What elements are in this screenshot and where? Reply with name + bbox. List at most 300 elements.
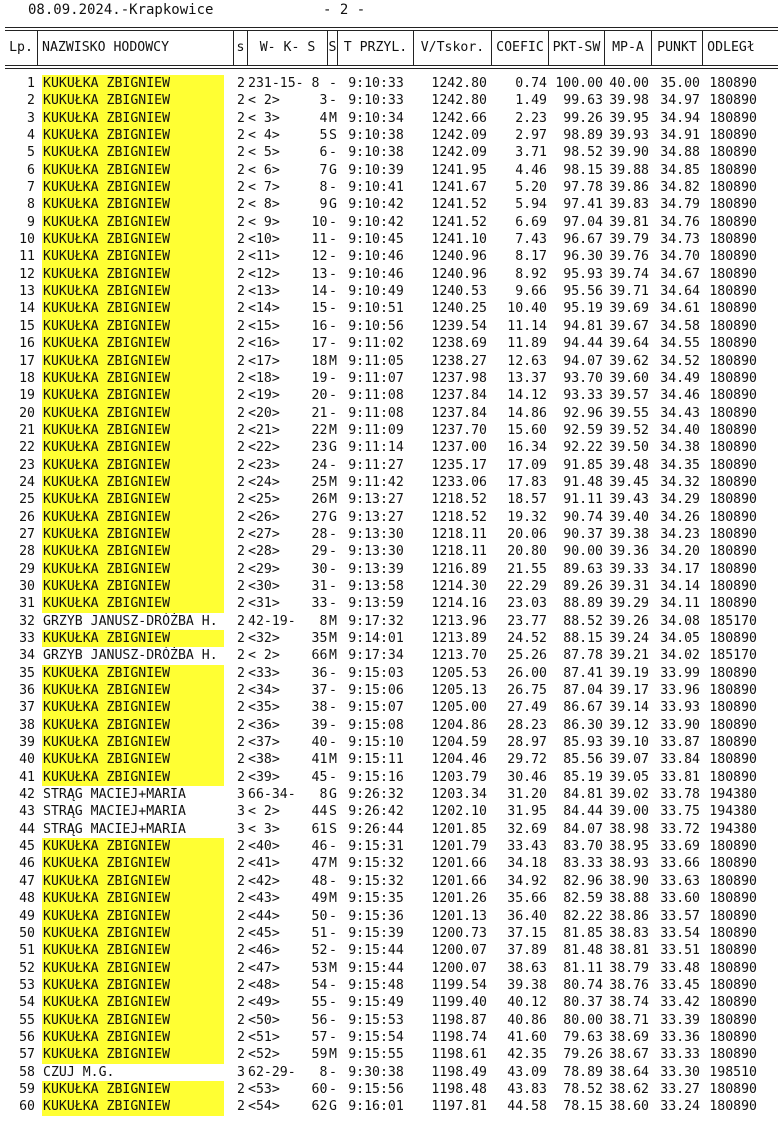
cell-arrival-time: 9:13:58 [348, 578, 404, 594]
table-row [5, 1064, 778, 1081]
cell-pkt-sw: 89.63 [563, 561, 603, 577]
cell-sex: - [329, 318, 337, 334]
col-header-sex: S [328, 31, 338, 65]
cell-arrival-time: 9:26:44 [348, 821, 404, 837]
cell-sex: - [329, 266, 337, 282]
cell-coefficient: 20.06 [507, 526, 547, 542]
cell-mp-a: 38.76 [609, 977, 649, 993]
cell-punkt: 33.90 [660, 717, 700, 733]
cell-name [38, 994, 234, 1011]
cell-name [38, 561, 234, 578]
highlighted-breeder-name: KUKUŁKA ZBIGNIEW [42, 162, 224, 179]
cell-coefficient: 33.43 [507, 839, 547, 855]
cell-s: 2 [237, 214, 245, 230]
cell-arrival-time: 9:15:44 [348, 960, 404, 976]
cell-speed: 1198.48 [431, 1081, 487, 1097]
cell-lp: 51 [19, 943, 35, 959]
highlighted-breeder-name: KUKUŁKA ZBIGNIEW [42, 144, 224, 161]
cell-coefficient: 14.86 [507, 405, 547, 421]
highlighted-breeder-name: KUKUŁKA ZBIGNIEW [42, 300, 224, 317]
cell-speed: 1198.87 [431, 1012, 487, 1028]
cell-coefficient: 3.71 [515, 145, 547, 161]
cell-lp: 20 [19, 405, 35, 421]
table-row [5, 578, 778, 595]
cell-lp: 53 [19, 977, 35, 993]
table-row [5, 613, 778, 630]
cell-name [38, 890, 234, 907]
cell-speed: 1198.74 [431, 1029, 487, 1045]
cell-mp-a: 39.48 [609, 457, 649, 473]
cell-name [38, 595, 234, 612]
highlighted-breeder-name: KUKUŁKA ZBIGNIEW [42, 457, 224, 474]
cell-arrival-time: 9:15:31 [348, 839, 404, 855]
cell-sex: M [329, 422, 337, 438]
cell-lp: 57 [19, 1047, 35, 1063]
cell-punkt: 33.87 [660, 735, 700, 751]
cell-sex: M [329, 648, 337, 664]
cell-name [38, 838, 234, 855]
cell-pkt-sw: 94.07 [563, 353, 603, 369]
cell-distance: 180890 [709, 266, 757, 282]
table-row [5, 647, 778, 664]
cell-sex: M [329, 613, 337, 629]
cell-distance: 180890 [709, 700, 757, 716]
cell-s: 2 [237, 526, 245, 542]
cell-mp-a: 40.00 [609, 76, 649, 91]
cell-coefficient: 37.15 [507, 925, 547, 941]
cell-wks: <50> 56 [248, 1012, 328, 1028]
cell-name [38, 821, 234, 838]
col-header-speed: V/Tskor. [414, 31, 492, 65]
cell-mp-a: 38.95 [609, 839, 649, 855]
cell-s: 2 [237, 596, 245, 612]
cell-lp: 12 [19, 266, 35, 282]
cell-punkt: 33.42 [660, 995, 700, 1011]
cell-sex: - [329, 544, 337, 560]
cell-name [38, 231, 234, 248]
cell-name [38, 1081, 234, 1098]
cell-wks: <14> 15 [248, 301, 328, 317]
table-row [5, 942, 778, 959]
cell-coefficient: 13.37 [507, 370, 547, 386]
cell-mp-a: 39.14 [609, 700, 649, 716]
cell-coefficient: 41.60 [507, 1029, 547, 1045]
cell-sex: - [329, 370, 337, 386]
cell-sex: - [329, 388, 337, 404]
cell-pkt-sw: 90.37 [563, 526, 603, 542]
cell-speed: 1235.17 [431, 457, 487, 473]
cell-distance: 180890 [709, 960, 757, 976]
highlighted-breeder-name: KUKUŁKA ZBIGNIEW [42, 665, 224, 682]
cell-sex: - [329, 908, 337, 924]
cell-mp-a: 39.69 [609, 301, 649, 317]
cell-pkt-sw: 88.52 [563, 613, 603, 629]
cell-arrival-time: 9:15:06 [348, 683, 404, 699]
cell-sex: G [329, 197, 337, 213]
col-header-coefficient: COEFIC [492, 31, 549, 65]
cell-speed: 1240.25 [431, 301, 487, 317]
cell-wks: <38> 41 [248, 752, 328, 768]
cell-coefficient: 28.23 [507, 717, 547, 733]
cell-wks: <32> 35 [248, 631, 328, 646]
cell-pkt-sw: 84.81 [563, 787, 603, 803]
cell-arrival-time: 9:13:27 [348, 509, 404, 525]
highlighted-breeder-name: KUKUŁKA ZBIGNIEW [42, 682, 224, 699]
table-row [5, 786, 778, 803]
table-row [5, 665, 778, 682]
cell-lp: 6 [27, 162, 35, 178]
cell-coefficient: 11.89 [507, 336, 547, 352]
cell-mp-a: 39.60 [609, 370, 649, 386]
highlighted-breeder-name: KUKUŁKA ZBIGNIEW [42, 751, 224, 768]
highlighted-breeder-name: KUKUŁKA ZBIGNIEW [42, 994, 224, 1011]
cell-arrival-time: 9:13:30 [348, 526, 404, 542]
table-row [5, 1081, 778, 1098]
highlighted-breeder-name: KUKUŁKA ZBIGNIEW [42, 890, 224, 907]
cell-wks: <11> 12 [248, 249, 328, 265]
cell-arrival-time: 9:15:03 [348, 665, 404, 681]
cell-punkt: 33.24 [660, 1099, 700, 1115]
cell-arrival-time: 9:10:34 [348, 110, 404, 126]
cell-punkt: 33.69 [660, 839, 700, 855]
highlighted-breeder-name: KUKUŁKA ZBIGNIEW [42, 561, 224, 578]
highlighted-breeder-name: KUKUŁKA ZBIGNIEW [42, 214, 224, 231]
cell-wks: <18> 19 [248, 370, 328, 386]
cell-punkt: 34.67 [660, 266, 700, 282]
cell-name [38, 682, 234, 699]
table-row [5, 75, 778, 92]
cell-distance: 194380 [709, 821, 757, 837]
cell-arrival-time: 9:13:27 [348, 492, 404, 508]
cell-arrival-time: 9:13:59 [348, 596, 404, 612]
table-row [5, 682, 778, 699]
cell-wks: <31> 33 [248, 596, 328, 612]
cell-pkt-sw: 99.63 [563, 93, 603, 109]
cell-punkt: 34.35 [660, 457, 700, 473]
cell-punkt: 33.33 [660, 1047, 700, 1063]
cell-distance: 180890 [709, 370, 757, 386]
highlighted-breeder-name: KUKUŁKA ZBIGNIEW [42, 196, 224, 213]
cell-arrival-time: 9:15:55 [348, 1047, 404, 1063]
cell-punkt: 34.64 [660, 284, 700, 300]
cell-coefficient: 21.55 [507, 561, 547, 577]
cell-mp-a: 38.69 [609, 1029, 649, 1045]
cell-punkt: 34.08 [660, 613, 700, 629]
breeder-name: STRĄG MACIEJ+MARIA [43, 787, 186, 803]
cell-name [38, 873, 234, 890]
cell-arrival-time: 9:15:54 [348, 1029, 404, 1045]
cell-arrival-time: 9:11:08 [348, 388, 404, 404]
table-row [5, 266, 778, 283]
cell-punkt: 34.85 [660, 162, 700, 178]
cell-distance: 180890 [709, 232, 757, 248]
cell-punkt: 33.30 [660, 1064, 700, 1080]
cell-lp: 7 [27, 180, 35, 196]
cell-pkt-sw: 83.70 [563, 839, 603, 855]
breeder-name: STRĄG MACIEJ+MARIA [43, 821, 186, 837]
cell-speed: 1204.86 [431, 717, 487, 733]
cell-punkt: 34.61 [660, 301, 700, 317]
cell-distance: 180890 [709, 128, 757, 144]
cell-sex: - [329, 1012, 337, 1028]
cell-speed: 1218.52 [431, 509, 487, 525]
cell-pkt-sw: 87.04 [563, 683, 603, 699]
cell-sex: - [329, 943, 337, 959]
cell-s: 2 [237, 110, 245, 126]
cell-name [38, 162, 234, 179]
cell-wks: < 5> 6 [248, 145, 328, 161]
cell-s: 2 [237, 631, 245, 646]
table-row [5, 977, 778, 994]
cell-name [38, 1098, 234, 1115]
cell-pkt-sw: 91.11 [563, 492, 603, 508]
header-date-place: 08.09.2024.-Krapkowice [28, 2, 214, 18]
cell-sex: G [329, 162, 337, 178]
cell-wks: <22> 23 [248, 440, 328, 456]
cell-arrival-time: 9:10:38 [348, 145, 404, 161]
header-page-number: - 2 - [323, 2, 366, 18]
cell-pkt-sw: 80.00 [563, 1012, 603, 1028]
cell-pkt-sw: 83.33 [563, 856, 603, 872]
cell-punkt: 33.93 [660, 700, 700, 716]
cell-mp-a: 39.26 [609, 613, 649, 629]
cell-distance: 180890 [709, 925, 757, 941]
cell-s: 2 [237, 683, 245, 699]
cell-coefficient: 34.92 [507, 873, 547, 889]
cell-s: 3 [237, 804, 245, 820]
cell-pkt-sw: 85.19 [563, 769, 603, 785]
cell-pkt-sw: 99.26 [563, 110, 603, 126]
cell-name [38, 439, 234, 456]
cell-name [38, 214, 234, 231]
table-row [5, 127, 778, 144]
cell-mp-a: 39.40 [609, 509, 649, 525]
cell-speed: 1216.89 [431, 561, 487, 577]
cell-coefficient: 42.35 [507, 1047, 547, 1063]
cell-arrival-time: 9:10:45 [348, 232, 404, 248]
table-row [5, 821, 778, 838]
highlighted-breeder-name: KUKUŁKA ZBIGNIEW [42, 491, 224, 508]
table-row [5, 110, 778, 127]
cell-coefficient: 0.74 [515, 76, 547, 91]
cell-sex: M [329, 891, 337, 907]
cell-speed: 1237.70 [431, 422, 487, 438]
highlighted-breeder-name: KUKUŁKA ZBIGNIEW [42, 1081, 224, 1098]
cell-name [38, 925, 234, 942]
highlighted-breeder-name: KUKUŁKA ZBIGNIEW [42, 699, 224, 716]
cell-punkt: 33.99 [660, 665, 700, 681]
cell-s: 2 [237, 977, 245, 993]
cell-s: 2 [237, 284, 245, 300]
highlighted-breeder-name: KUKUŁKA ZBIGNIEW [42, 977, 224, 994]
cell-speed: 1204.59 [431, 735, 487, 751]
cell-lp: 44 [19, 821, 35, 837]
cell-s: 2 [237, 1081, 245, 1097]
cell-lp: 19 [19, 388, 35, 404]
cell-sex: - [329, 93, 337, 109]
cell-pkt-sw: 85.56 [563, 752, 603, 768]
cell-s: 2 [237, 93, 245, 109]
cell-arrival-time: 9:15:07 [348, 700, 404, 716]
cell-distance: 180890 [709, 180, 757, 196]
cell-lp: 1 [27, 76, 35, 91]
cell-pkt-sw: 94.44 [563, 336, 603, 352]
cell-coefficient: 40.86 [507, 1012, 547, 1028]
cell-coefficient: 12.63 [507, 353, 547, 369]
cell-speed: 1238.69 [431, 336, 487, 352]
cell-lp: 39 [19, 735, 35, 751]
cell-lp: 5 [27, 145, 35, 161]
cell-arrival-time: 9:17:34 [348, 648, 404, 664]
table-row [5, 214, 778, 231]
cell-coefficient: 25.26 [507, 648, 547, 664]
cell-distance: 180890 [709, 197, 757, 213]
cell-coefficient: 15.60 [507, 422, 547, 438]
cell-lp: 38 [19, 717, 35, 733]
cell-punkt: 34.88 [660, 145, 700, 161]
cell-arrival-time: 9:15:44 [348, 943, 404, 959]
cell-punkt: 34.43 [660, 405, 700, 421]
table-row [5, 526, 778, 543]
cell-pkt-sw: 96.30 [563, 249, 603, 265]
cell-wks: <12> 13 [248, 266, 328, 282]
cell-s: 2 [237, 162, 245, 178]
cell-lp: 46 [19, 856, 35, 872]
cell-pkt-sw: 90.74 [563, 509, 603, 525]
cell-lp: 10 [19, 232, 35, 248]
cell-lp: 24 [19, 474, 35, 490]
cell-lp: 52 [19, 960, 35, 976]
cell-pkt-sw: 84.07 [563, 821, 603, 837]
table-row [5, 335, 778, 352]
cell-s: 2 [237, 873, 245, 889]
cell-sex: G [329, 509, 337, 525]
cell-arrival-time: 9:15:36 [348, 908, 404, 924]
cell-punkt: 33.66 [660, 856, 700, 872]
cell-sex: - [329, 578, 337, 594]
cell-coefficient: 5.20 [515, 180, 547, 196]
cell-mp-a: 39.10 [609, 735, 649, 751]
cell-sex: G [329, 440, 337, 456]
cell-punkt: 33.84 [660, 752, 700, 768]
cell-lp: 45 [19, 839, 35, 855]
cell-wks: <30> 31 [248, 578, 328, 594]
cell-sex: M [329, 631, 337, 646]
table-row [5, 387, 778, 404]
cell-wks: < 6> 7 [248, 162, 328, 178]
cell-wks: <25> 26 [248, 492, 328, 508]
cell-speed: 1197.81 [431, 1099, 487, 1115]
cell-coefficient: 8.92 [515, 266, 547, 282]
cell-arrival-time: 9:10:41 [348, 180, 404, 196]
cell-speed: 1233.06 [431, 474, 487, 490]
cell-punkt: 33.27 [660, 1081, 700, 1097]
cell-name [38, 300, 234, 317]
cell-punkt: 34.70 [660, 249, 700, 265]
cell-distance: 180890 [709, 561, 757, 577]
cell-mp-a: 39.50 [609, 440, 649, 456]
cell-pkt-sw: 98.15 [563, 162, 603, 178]
cell-punkt: 34.29 [660, 492, 700, 508]
highlighted-breeder-name: KUKUŁKA ZBIGNIEW [42, 92, 224, 109]
cell-name [38, 1012, 234, 1029]
cell-s: 2 [237, 370, 245, 386]
cell-coefficient: 27.49 [507, 700, 547, 716]
cell-distance: 180890 [709, 1029, 757, 1045]
cell-sex: - [329, 232, 337, 248]
cell-mp-a: 39.36 [609, 544, 649, 560]
cell-sex: - [329, 839, 337, 855]
cell-coefficient: 10.40 [507, 301, 547, 317]
cell-wks: < 4> 5 [248, 128, 328, 144]
table-row [5, 751, 778, 768]
cell-pkt-sw: 94.81 [563, 318, 603, 334]
cell-pkt-sw: 88.15 [563, 631, 603, 646]
cell-pkt-sw: 100.00 [555, 76, 603, 91]
cell-coefficient: 5.94 [515, 197, 547, 213]
cell-punkt: 33.51 [660, 943, 700, 959]
cell-name [38, 1029, 234, 1046]
cell-name [38, 630, 234, 647]
cell-arrival-time: 9:10:42 [348, 197, 404, 213]
table-row [5, 439, 778, 456]
col-header-name: NAZWISKO HODOWCY [38, 31, 234, 65]
cell-distance: 180890 [709, 93, 757, 109]
cell-distance: 180890 [709, 405, 757, 421]
cell-distance: 180890 [709, 856, 757, 872]
table-row [5, 1012, 778, 1029]
cell-pkt-sw: 81.48 [563, 943, 603, 959]
cell-wks: < 3> 61 [248, 821, 328, 837]
cell-name [38, 318, 234, 335]
cell-speed: 1242.66 [431, 110, 487, 126]
cell-arrival-time: 9:13:39 [348, 561, 404, 577]
table-row [5, 144, 778, 161]
cell-wks: <20> 21 [248, 405, 328, 421]
cell-lp: 41 [19, 769, 35, 785]
cell-pkt-sw: 82.96 [563, 873, 603, 889]
cell-coefficient: 19.32 [507, 509, 547, 525]
cell-distance: 180890 [709, 631, 757, 646]
cell-pkt-sw: 93.33 [563, 388, 603, 404]
cell-name [38, 578, 234, 595]
cell-lp: 2 [27, 93, 35, 109]
table-row [5, 283, 778, 300]
cell-s: 2 [237, 1099, 245, 1115]
cell-punkt: 34.49 [660, 370, 700, 386]
cell-sex: - [329, 76, 337, 91]
table-row [5, 422, 778, 439]
cell-distance: 180890 [709, 76, 757, 91]
table-row [5, 353, 778, 370]
cell-lp: 23 [19, 457, 35, 473]
col-header-wks: W- K- S [248, 31, 328, 65]
highlighted-breeder-name: KUKUŁKA ZBIGNIEW [42, 248, 224, 265]
cell-lp: 31 [19, 596, 35, 612]
cell-wks: <17> 18 [248, 353, 328, 369]
table-row [5, 543, 778, 560]
cell-coefficient: 30.46 [507, 769, 547, 785]
cell-mp-a: 39.12 [609, 717, 649, 733]
cell-pkt-sw: 95.19 [563, 301, 603, 317]
cell-lp: 16 [19, 336, 35, 352]
cell-distance: 180890 [709, 162, 757, 178]
cell-arrival-time: 9:15:32 [348, 856, 404, 872]
table-header [5, 31, 778, 65]
highlighted-breeder-name: KUKUŁKA ZBIGNIEW [42, 231, 224, 248]
cell-distance: 180890 [709, 596, 757, 612]
cell-distance: 180890 [709, 249, 757, 265]
